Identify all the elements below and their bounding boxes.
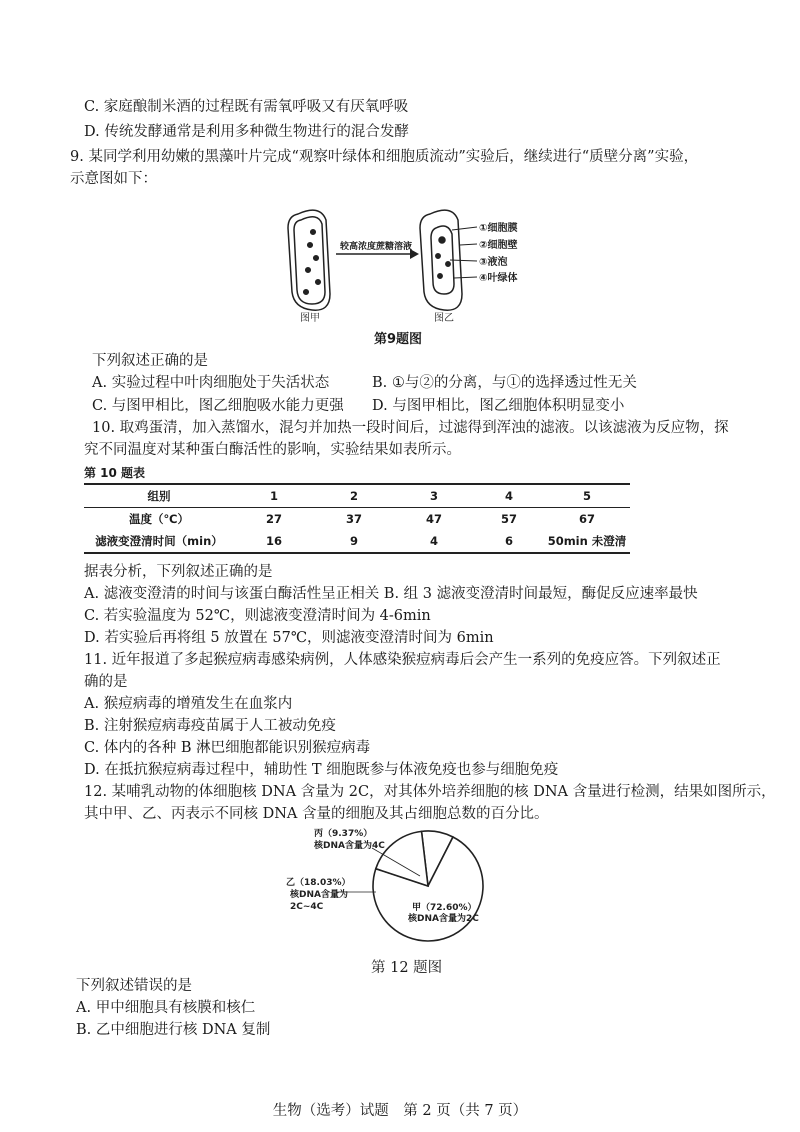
table-cell: 50min 未澄清: [544, 530, 630, 553]
q10-option-ab: A. 滤液变澄清的时间与该蛋白酶活性呈正相关 B. 组 3 滤液变澄清时间最短，酶促反应速率最快: [84, 586, 698, 602]
q9-prompt: 下列叙述正确的是: [92, 353, 208, 369]
pie-label-bing-desc: 核DNA含量为4C: [314, 841, 385, 851]
q9-figure: [270, 200, 540, 322]
table-cell: 4: [394, 530, 474, 553]
page-footer: 生物（选考）试题 第 2 页（共 7 页）: [272, 1103, 528, 1119]
q11-option-c: C. 体内的各种 B 淋巴细胞都能识别猴痘病毒: [84, 740, 371, 756]
table-header-cell: 组别: [84, 484, 234, 508]
table-header-cell: 5: [544, 484, 630, 508]
table-header-row: [84, 484, 630, 508]
table-cell: 滤液变澄清时间（min）: [84, 530, 234, 553]
label-figure-b: 图乙: [434, 313, 454, 322]
table-header-cell: 2: [314, 484, 394, 508]
cell-a-diagram: [288, 210, 330, 310]
table-cell: 16: [234, 530, 314, 553]
table-cell: 6: [474, 530, 544, 553]
legend-cell-wall: ②细胞壁: [479, 240, 518, 251]
q9-option-a: A. 实验过程中叶肉细胞处于失活状态: [92, 375, 330, 391]
table-cell: 27: [265, 512, 282, 526]
q11-stem-line2: 确的是: [84, 674, 128, 690]
table-cell: 67: [578, 512, 595, 526]
q10-option-c: C. 若实验温度为 52℃，则滤液变澄清时间为 4-6min: [84, 608, 431, 624]
q10-table-title: 第 10 题表: [84, 466, 146, 480]
q10-stem-line2: 究不同温度对某种蛋白酶活性的影响，实验结果如表所示。: [84, 442, 461, 458]
q12-prompt: 下列叙述错误的是: [76, 978, 192, 994]
table-cell: 温度（℃）: [129, 512, 189, 526]
table-header-cell: 3: [394, 484, 474, 508]
q12-pie-chart: [280, 822, 520, 950]
table-header-cell: 1: [234, 484, 314, 508]
q12-stem-line2: 其中甲、乙、丙表示不同核 DNA 含量的细胞及其占细胞总数的百分比。: [84, 806, 549, 822]
table-row: [84, 530, 630, 553]
q9-stem-line1: 9. 某同学利用幼嫩的黑藻叶片完成“观察叶绿体和细胞质流动”实验后，继续进行“质壁分离”实验，: [70, 149, 699, 165]
q10-option-d: D. 若实验后再将组 5 放置在 57℃，则滤液变澄清时间为 6min: [84, 630, 494, 646]
q8-option-c: C. 家庭酿制米酒的过程既有需氧呼吸又有厌氧呼吸: [84, 99, 409, 115]
q9-option-b: B. ①与②的分离，与①的选择透过性无关: [372, 375, 637, 391]
q12-option-a: A. 甲中细胞具有核膜和核仁: [76, 1000, 256, 1016]
pie-label-yi-desc1: 核DNA含量为: [290, 890, 348, 900]
legend-chloroplast: ④叶绿体: [479, 273, 518, 284]
q8-option-d: D. 传统发酵通常是利用多种微生物进行的混合发酵: [84, 124, 409, 140]
q11-option-b: B. 注射猴痘病毒疫苗属于人工被动免疫: [84, 718, 336, 734]
q9-arrow-label: 较高浓度蔗糖溶液: [340, 242, 413, 252]
table-header-cell: 4: [474, 484, 544, 508]
q10-prompt: 据表分析，下列叙述正确的是: [84, 564, 273, 580]
legend-cell-membrane: ①细胞膜: [479, 223, 518, 234]
legend-vacuole: ③液泡: [479, 257, 508, 268]
table-cell: 37: [345, 512, 362, 526]
table-row: [84, 508, 630, 531]
q9-stem-line2: 示意图如下：: [70, 171, 157, 187]
q9-option-d: D. 与图甲相比，图乙细胞体积明显变小: [372, 398, 625, 414]
pie-label-yi-desc2: 2C~4C: [290, 902, 324, 912]
q11-stem-line1: 11. 近年报道了多起猴痘病毒感染病例，人体感染猴痘病毒后会产生一系列的免疫应答。下列叙述正: [84, 652, 721, 668]
pie-label-jia-desc: 核DNA含量为2C: [408, 914, 479, 924]
q12-option-b: B. 乙中细胞进行核 DNA 复制: [76, 1022, 271, 1038]
q12-figure-caption: 第 12 题图: [371, 960, 443, 976]
table-cell: 9: [314, 530, 394, 553]
q10-table: [84, 483, 630, 554]
table-cell: 47: [425, 512, 442, 526]
pie-label-jia-percent: 甲（72.60%）: [412, 903, 477, 913]
pie-label-yi-percent: 乙（18.03%）: [286, 878, 351, 888]
q10-stem-line1: 10. 取鸡蛋清，加入蒸馏水，混匀并加热一段时间后，过滤得到浑浊的滤液。以该滤液为反应物，探: [92, 420, 729, 436]
q9-option-c: C. 与图甲相比，图乙细胞吸水能力更强: [92, 398, 344, 414]
q11-option-d: D. 在抵抗猴痘病毒过程中，辅助性 T 细胞既参与体液免疫也参与细胞免疫: [84, 762, 559, 778]
pie-label-bing-percent: 丙（9.37%）: [314, 829, 373, 839]
q12-stem-line1: 12. 某哺乳动物的体细胞核 DNA 含量为 2C，对其体外培养细胞的核 DNA 含量进行检测，结果如图所示，: [84, 784, 776, 800]
q9-figure-caption: 第9题图: [374, 332, 423, 347]
q11-option-a: A. 猴痘病毒的增殖发生在血浆内: [84, 696, 293, 712]
label-figure-a: 图甲: [300, 313, 320, 322]
table-cell: 57: [500, 512, 517, 526]
